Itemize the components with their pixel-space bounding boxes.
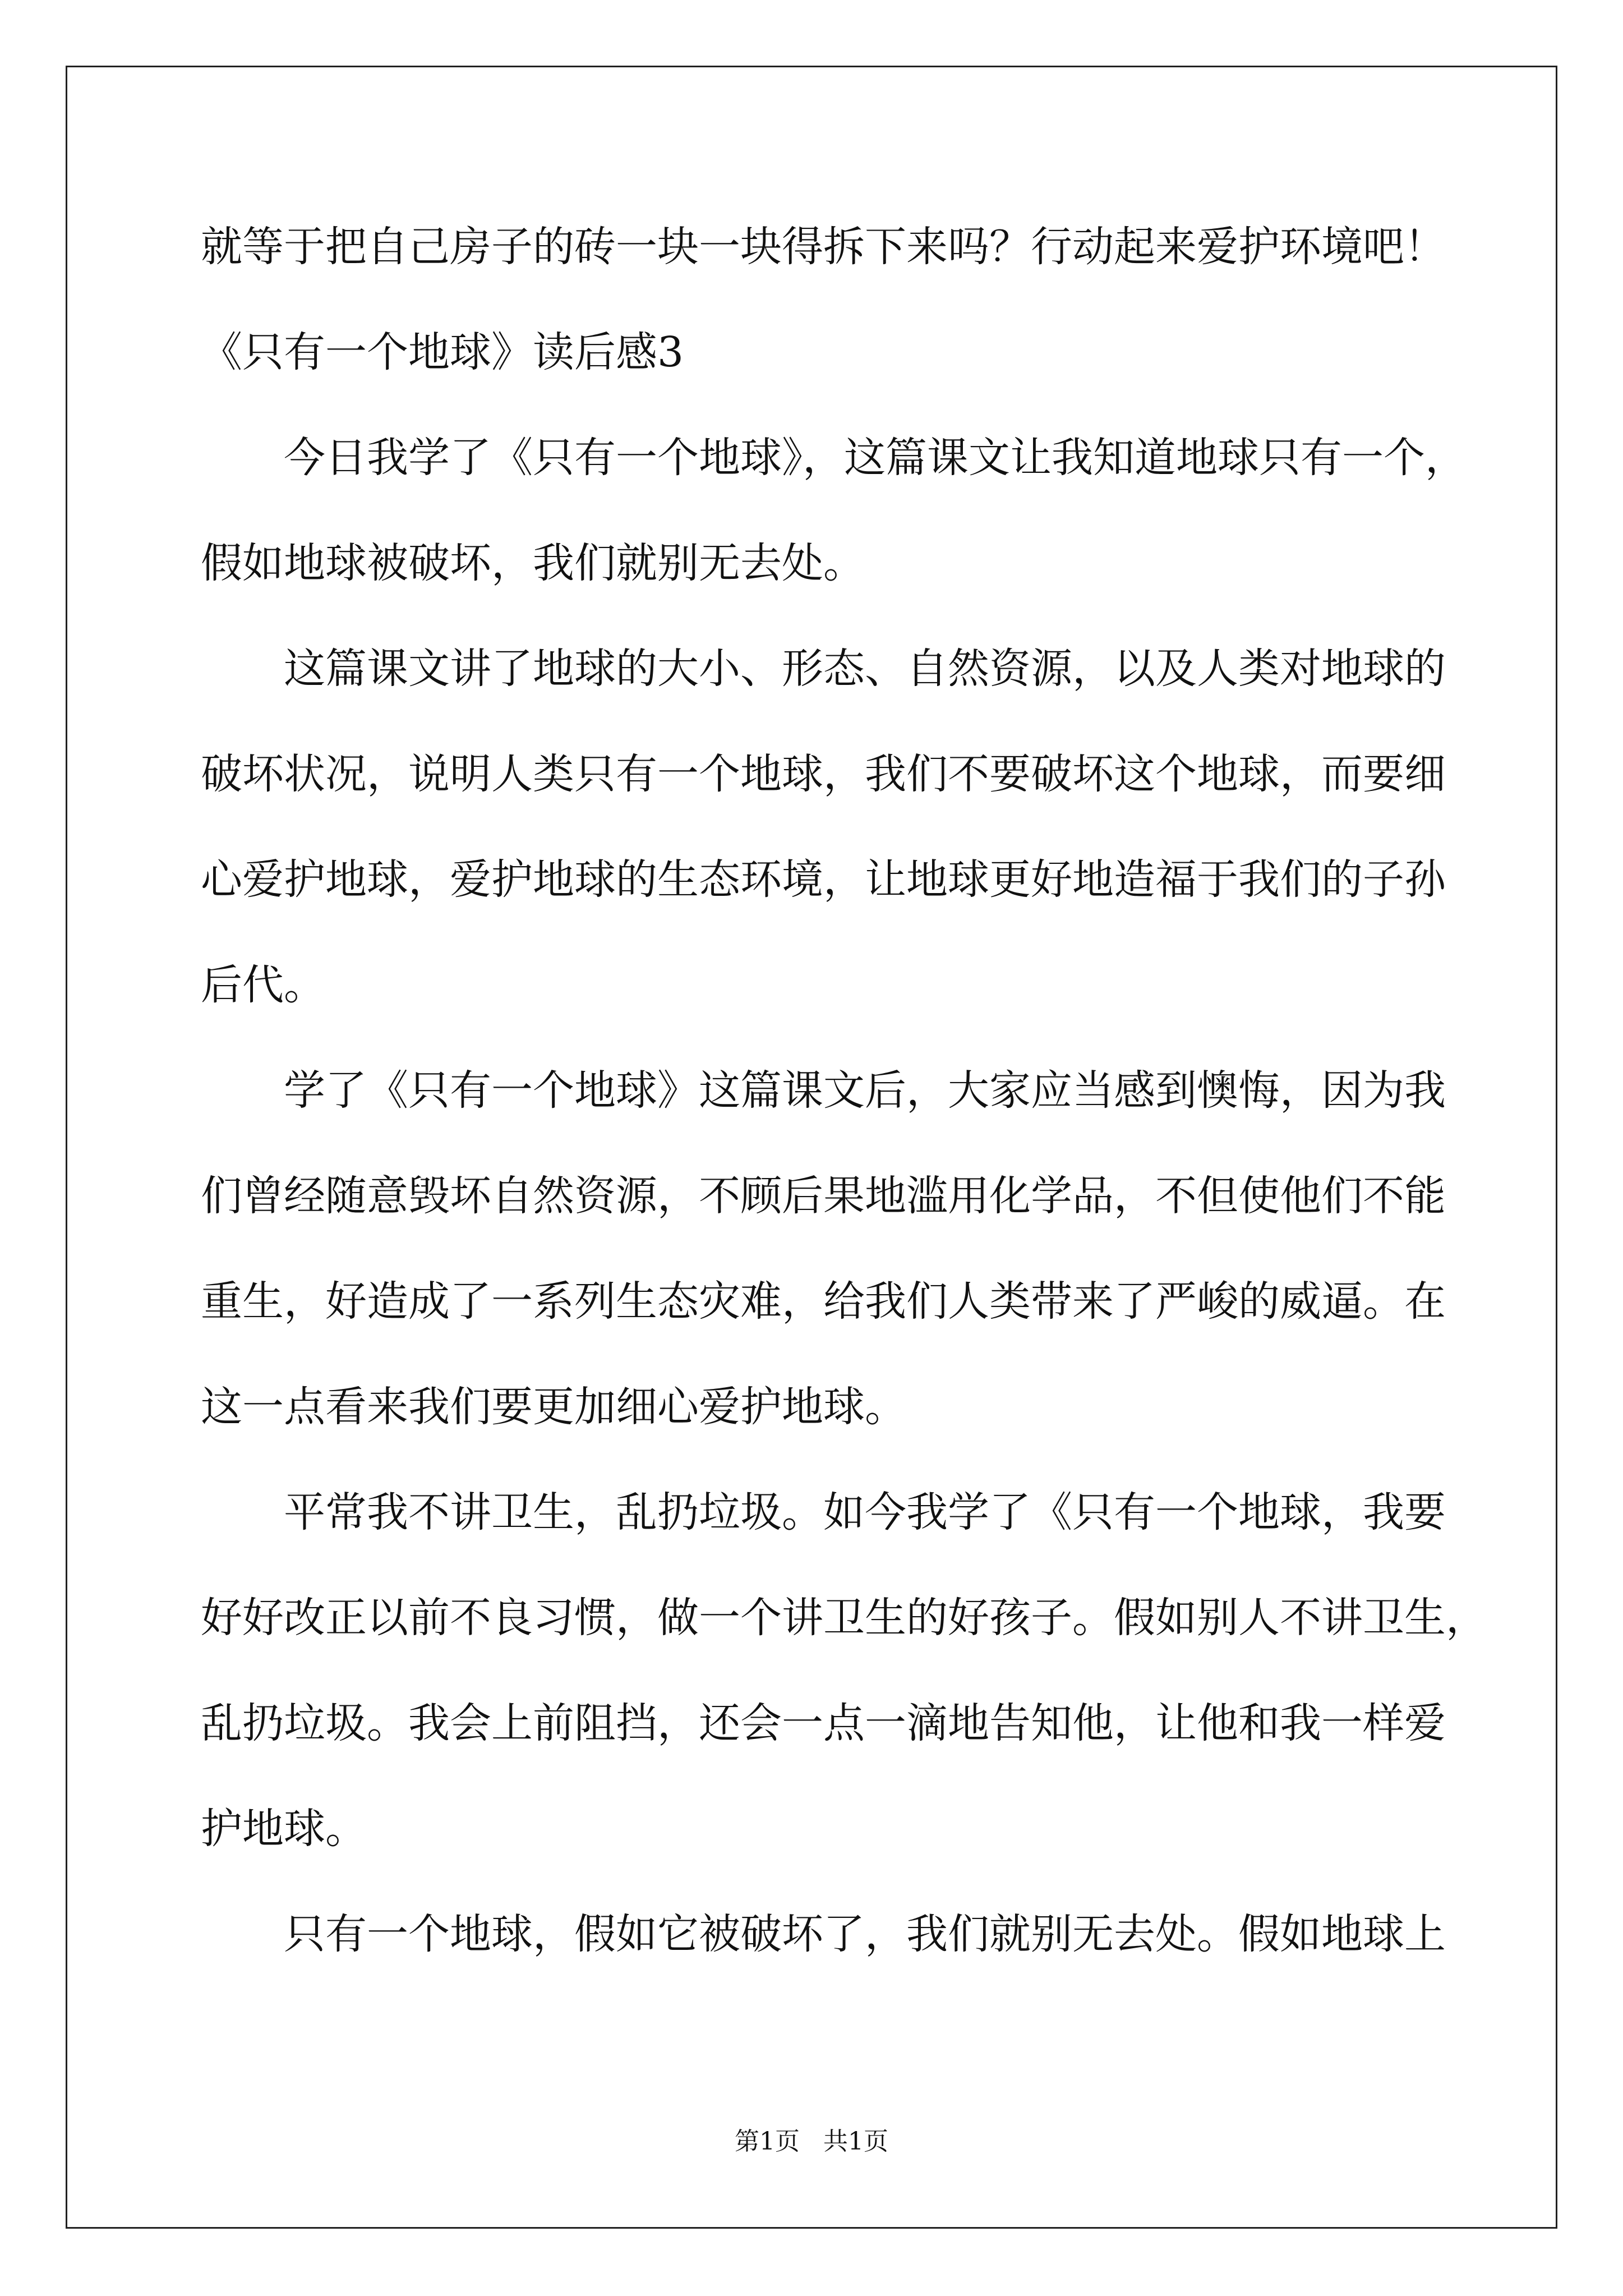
paragraph-line: 假如地球被破坏，我们就别无去处。: [201, 539, 865, 587]
paragraph-line: 只有一个地球，假如它被破坏了，我们就别无去处。假如地球上: [284, 1910, 1446, 1958]
paragraph-line: 好好改正以前不良习惯，做一个讲卫生的好孩子。假如别人不讲卫生，: [201, 1594, 1487, 1642]
paragraph-line: 乱扔垃圾。我会上前阻挡，还会一点一滴地告知他，让他和我一样爱: [201, 1699, 1446, 1747]
paragraph-line: 护地球。: [201, 1805, 367, 1853]
paragraph-line: 重生，好造成了一系列生态灾难，给我们人类带来了严峻的威逼。在: [201, 1277, 1446, 1326]
paragraph-line: 这篇课文讲了地球的大小、形态、自然资源，以及人类对地球的: [284, 645, 1446, 693]
text-line: 就等于把自己房子的砖一块一块得拆下来吗？行动起来爱护环境吧！: [201, 223, 1446, 271]
paragraph-line: 们曾经随意毁坏自然资源，不顾后果地滥用化学品，不但使他们不能: [201, 1172, 1446, 1220]
paragraph-line: 今日我学了《只有一个地球》，这篇课文让我知道地球只有一个，: [284, 434, 1467, 482]
page-number-footer: 第1页 共1页: [735, 2127, 888, 2156]
paragraph-line: 学了《只有一个地球》这篇课文后，大家应当感到懊悔，因为我: [284, 1066, 1446, 1115]
paragraph-line: 破坏状况，说明人类只有一个地球，我们不要破坏这个地球，而要细: [201, 750, 1446, 798]
paragraph-line: 后代。: [201, 961, 325, 1009]
paragraph-line: 心爱护地球，爱护地球的生态环境，让地球更好地造福于我们的子孙: [201, 855, 1446, 904]
section-title: 《只有一个地球》读后感3: [201, 328, 684, 376]
paragraph-line: 这一点看来我们要更加细心爱护地球。: [201, 1383, 906, 1431]
page-border: [66, 66, 1557, 2229]
paragraph-line: 平常我不讲卫生，乱扔垃圾。如今我学了《只有一个地球，我要: [284, 1488, 1446, 1536]
